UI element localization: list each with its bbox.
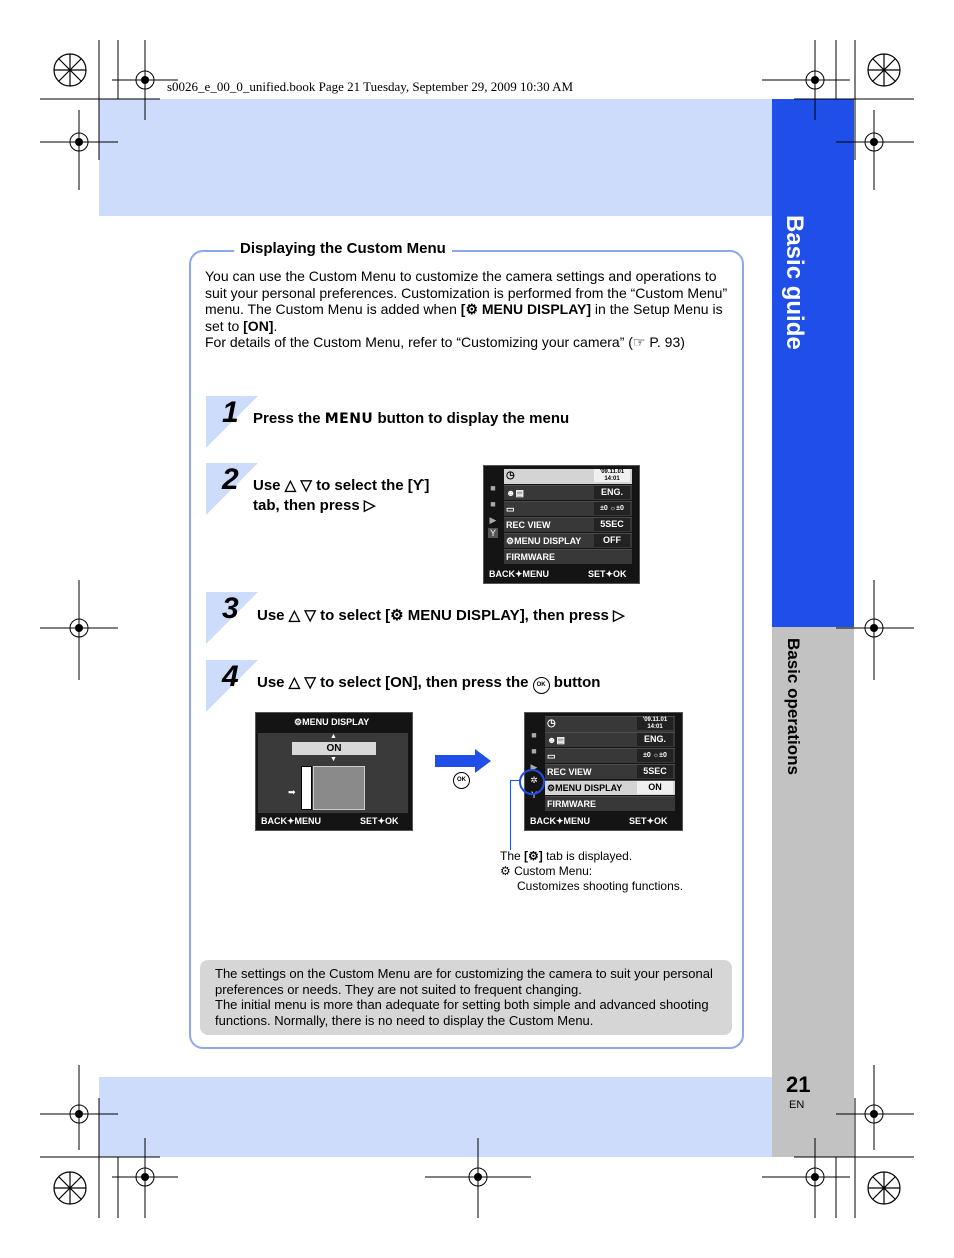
menu-row-language <box>504 485 632 500</box>
down-arrow-icon: ▼ <box>330 756 337 763</box>
shoot-tab-2-icon: ■ <box>531 746 537 756</box>
intro-reference: For details of the Custom Menu, refer to “Customizing your camera” (☞ P. 93) <box>205 334 685 350</box>
language-icon: ☻▤ <box>506 488 524 498</box>
intro-bold: [ON] <box>243 317 274 334</box>
monitor-icon: ▭ <box>547 751 556 761</box>
ok-button-icon: OK <box>533 677 550 694</box>
date-text: '09.11.01 <box>599 469 625 475</box>
callout-text <box>500 849 720 894</box>
language-icon: ☻▤ <box>547 735 565 745</box>
row-label: FIRMWARE <box>506 552 555 562</box>
date-row <box>504 469 632 484</box>
step-3-number: 3 <box>222 592 239 625</box>
menu-row-firmware <box>504 549 632 564</box>
callout-line-h <box>510 780 520 781</box>
date-row <box>545 716 675 732</box>
step-1-text <box>253 409 569 429</box>
intro-part: You can use the Custom Menu to customize the camera settings and operations to suit your personal preferences. Customization is performed from the “Custom Menu” menu. The Custom Menu is added when <box>205 268 728 317</box>
intro-text <box>205 268 730 351</box>
playback-tab-icon: ▶ <box>489 515 497 525</box>
menu-with-custom-tab-screen <box>524 712 683 831</box>
menu-row-menu-display <box>504 533 632 548</box>
back-label: BACK✦MENU <box>261 816 322 826</box>
playback-tab-icon: ▶ <box>530 762 538 772</box>
setup-tab-icon: Y <box>530 790 537 800</box>
custom-tab-highlight-circle <box>519 769 545 795</box>
page-lang: EN <box>789 1099 805 1111</box>
row-value: ON <box>637 781 673 794</box>
set-label: SET✦OK <box>629 816 668 826</box>
up-arrow-icon: ▲ <box>330 733 337 740</box>
menu-row-language <box>545 732 675 747</box>
back-label: BACK✦MENU <box>489 569 550 579</box>
clock-icon: ◷ <box>506 470 515 481</box>
book-header-line: s0026_e_00_0_unified.book Page 21 Tuesday, September 29, 2009 10:30 AM <box>167 79 574 94</box>
step-2-line2: tab, then press ▷ <box>253 497 376 514</box>
row-value: ±0 ☼±0 <box>594 502 630 515</box>
transition-arrow-icon <box>433 749 493 773</box>
row-label: REC VIEW <box>547 767 592 777</box>
step-4-pre: Use △ ▽ to select [ON], then press the <box>257 674 533 691</box>
date-value <box>637 717 673 730</box>
pointer-arrow-icon: ➡ <box>288 787 296 797</box>
option-on: ON <box>292 742 376 755</box>
note-paragraph-1: The settings on the Custom Menu are for customizing the camera to suit your personal preferences or needs. They are not suited to frequent changing. <box>215 966 713 997</box>
tab-stack-icon <box>301 766 312 810</box>
preview-box <box>313 766 365 810</box>
menu-row-rec-view <box>504 517 632 532</box>
row-value: OFF <box>594 534 630 547</box>
row-label: ⚙MENU DISPLAY <box>506 536 582 546</box>
step-2-number: 2 <box>222 463 239 496</box>
time-text: 14:01 <box>604 476 620 482</box>
note-text <box>215 966 720 1028</box>
callout-part: tab is displayed. <box>542 849 633 863</box>
step-3-text: Use △ ▽ to select [⚙ MENU DISPLAY], then press ▷ <box>257 607 625 624</box>
callout-bold: [⚙] <box>524 849 543 863</box>
back-label: BACK✦MENU <box>530 816 591 826</box>
menu-key-label: MENU <box>324 411 374 427</box>
custom-tab-icon: ✲ <box>530 775 538 785</box>
menu-row-monitor <box>545 748 675 763</box>
row-label: FIRMWARE <box>547 799 596 809</box>
shoot-tab-2-icon: ■ <box>490 499 496 509</box>
step-4-text <box>257 673 600 694</box>
step-1-number: 1 <box>222 396 239 429</box>
setup-menu-screen <box>483 465 640 584</box>
step-4-number: 4 <box>222 660 239 693</box>
side-tab-secondary-label: Basic operations <box>784 638 803 775</box>
section-title: Displaying the Custom Menu <box>234 240 452 257</box>
row-label: REC VIEW <box>506 520 551 530</box>
step-2-text <box>253 476 429 516</box>
menu-row-firmware <box>545 796 675 811</box>
row-label: ⚙MENU DISPLAY <box>547 783 623 793</box>
clock-icon: ◷ <box>547 718 556 729</box>
screen-title: ⚙MENU DISPLAY <box>294 717 370 727</box>
menu-row-rec-view <box>545 764 675 779</box>
callout-part: The <box>500 849 525 863</box>
side-tab-primary-label: Basic guide <box>781 215 808 350</box>
ok-icon: OK <box>453 772 470 789</box>
intro-part: . <box>273 317 278 334</box>
set-label: SET✦OK <box>588 569 627 579</box>
set-label: SET✦OK <box>360 816 399 826</box>
menu-row-monitor <box>504 501 632 516</box>
row-value: ENG. <box>594 486 630 499</box>
row-value: 5SEC <box>637 765 673 778</box>
monitor-icon: ▭ <box>506 504 515 514</box>
date-text: '09.11.01 <box>642 717 668 723</box>
callout-custom-menu: ⚙ Custom Menu: <box>500 864 593 878</box>
row-value: 5SEC <box>594 518 630 531</box>
step-1-pre: Press the <box>253 410 325 427</box>
step-2-line1: Use △ ▽ to select the [ϒ] <box>253 477 430 494</box>
shoot-tab-icon: ■ <box>531 730 537 740</box>
time-text: 14:01 <box>647 724 663 730</box>
menu-row-menu-display <box>545 780 675 795</box>
menu-display-screen <box>255 712 413 831</box>
custom-menu-panel <box>189 250 744 1049</box>
callout-line <box>510 780 511 850</box>
shoot-tab-icon: ■ <box>490 483 496 493</box>
date-value <box>594 469 630 482</box>
note-paragraph-2: The initial menu is more than adequate for setting both simple and advanced shooting functions. Normally, there is no need to display the Custom Menu. <box>215 997 709 1028</box>
callout-desc: Customizes shooting functions. <box>517 879 684 893</box>
intro-bold: [⚙ MENU DISPLAY] <box>460 301 592 317</box>
intro-part: in the Setup Menu is set to <box>205 301 723 334</box>
row-value: ±0 ☼±0 <box>637 749 673 762</box>
step-4-post: button <box>549 674 601 691</box>
setup-tab-icon: Y <box>489 528 496 538</box>
page-number: 21 <box>786 1072 811 1097</box>
row-value: ENG. <box>637 733 673 746</box>
step-1-post: button to display the menu <box>373 410 570 427</box>
